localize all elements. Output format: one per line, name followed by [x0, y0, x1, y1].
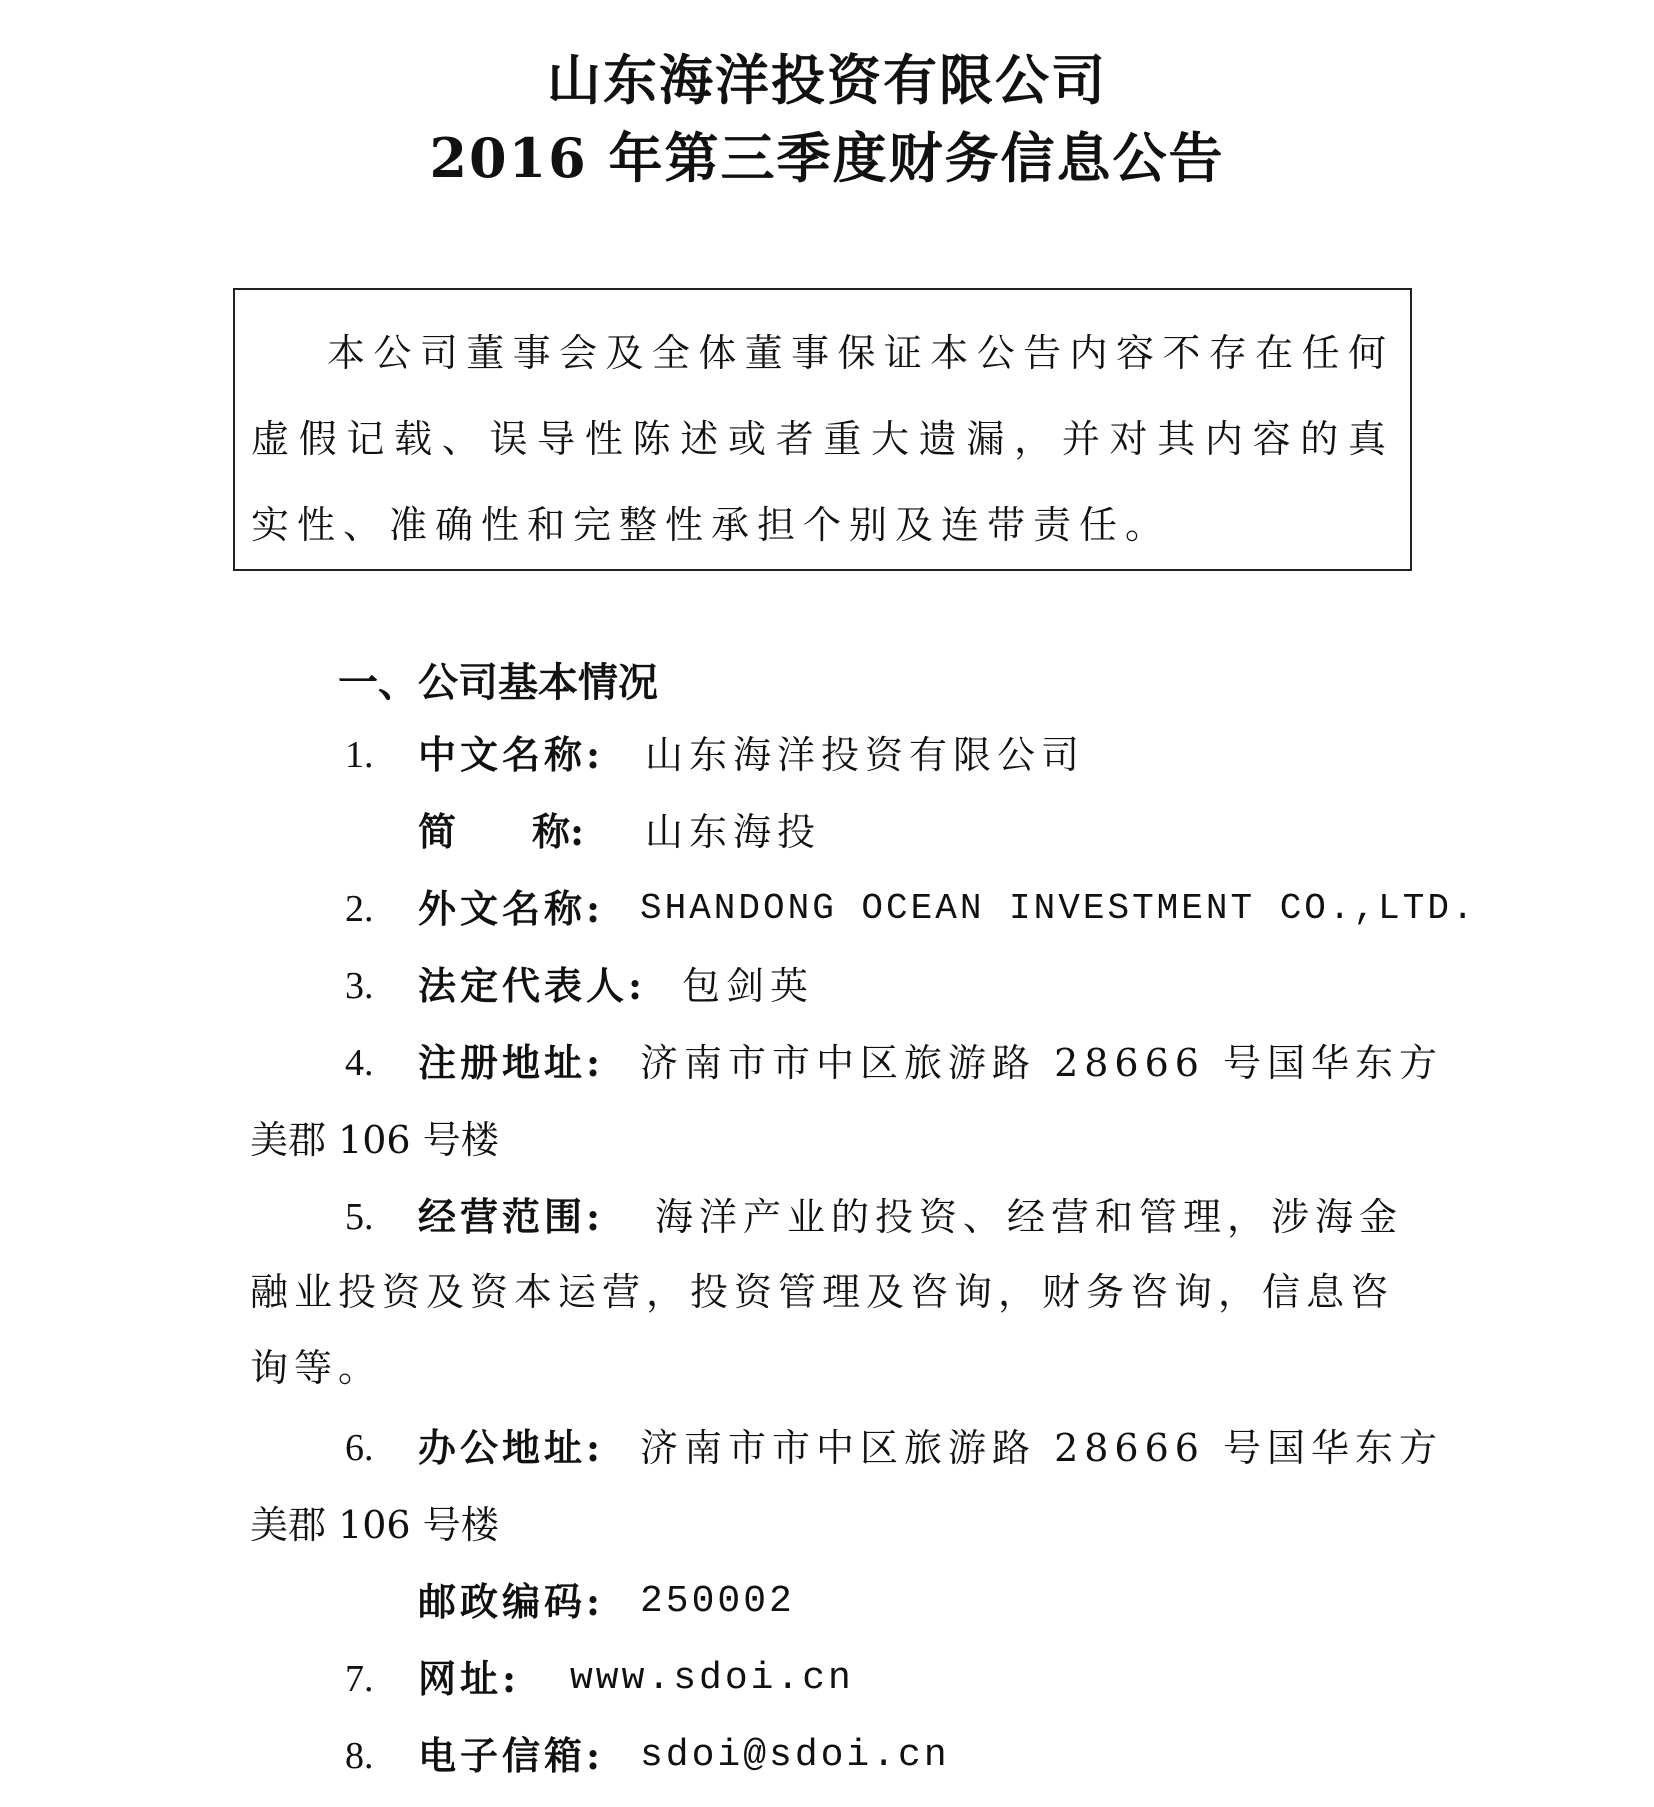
item-number: 1.: [345, 734, 374, 776]
item-value: www.sdoi.cn: [570, 1657, 854, 1700]
item-value: 山东海洋投资有限公司: [645, 733, 1086, 777]
item-number: 3.: [345, 965, 374, 1007]
item-label: 简 称:: [418, 809, 585, 854]
item-label: 法定代表人:: [418, 963, 647, 1008]
item-label: 外文名称:: [418, 886, 605, 931]
item-business-scope-continued: 融业投资及资本运营，投资管理及咨询，财务咨询，信息咨询等。: [250, 1270, 1395, 1390]
item-value: 济南市市中区旅游路 28666 号国华东方: [640, 1041, 1444, 1085]
item-value: 250002: [640, 1580, 795, 1623]
item-value: SHANDONG OCEAN INVESTMENT CO.,LTD.: [640, 888, 1477, 929]
item-number: 7.: [345, 1658, 374, 1700]
item-value: 山东海投: [645, 810, 822, 854]
document-title-report: 2016 年第三季度财务信息公告: [429, 126, 1225, 190]
item-label: 中文名称:: [418, 732, 605, 777]
item-label: 办公地址:: [418, 1425, 605, 1470]
item-label: 经营范围:: [418, 1194, 605, 1239]
item-office-address-continued: 美郡 106 号楼: [250, 1503, 499, 1547]
board-guarantee-notice: 本公司董事会及全体董事保证本公告内容不存在任何虚假记载、误导性陈述或者重大遗漏，并对其内容的真实性、准确性和完整性承担个别及连带责任。: [233, 288, 1412, 571]
section-heading-company-basics: 一、公司基本情况: [338, 659, 658, 706]
item-number: 8.: [345, 1735, 374, 1777]
item-registered-address-continued: 美郡 106 号楼: [250, 1118, 499, 1162]
item-label: 注册地址:: [418, 1040, 605, 1085]
item-number: 6.: [345, 1427, 374, 1469]
item-number: 5.: [345, 1196, 374, 1238]
item-value: 海洋产业的投资、经营和管理，涉海金: [655, 1195, 1404, 1239]
document-title-company: 山东海洋投资有限公司: [547, 48, 1107, 112]
item-value: 济南市市中区旅游路 28666 号国华东方: [640, 1426, 1444, 1470]
item-label: 邮政编码:: [418, 1579, 605, 1624]
item-value: 包剑英: [682, 964, 815, 1008]
item-value: sdoi@sdoi.cn: [640, 1734, 950, 1777]
item-number: 4.: [345, 1042, 374, 1084]
item-number: 2.: [345, 888, 374, 930]
item-label: 电子信箱:: [418, 1733, 605, 1778]
item-label: 网址:: [418, 1656, 521, 1701]
